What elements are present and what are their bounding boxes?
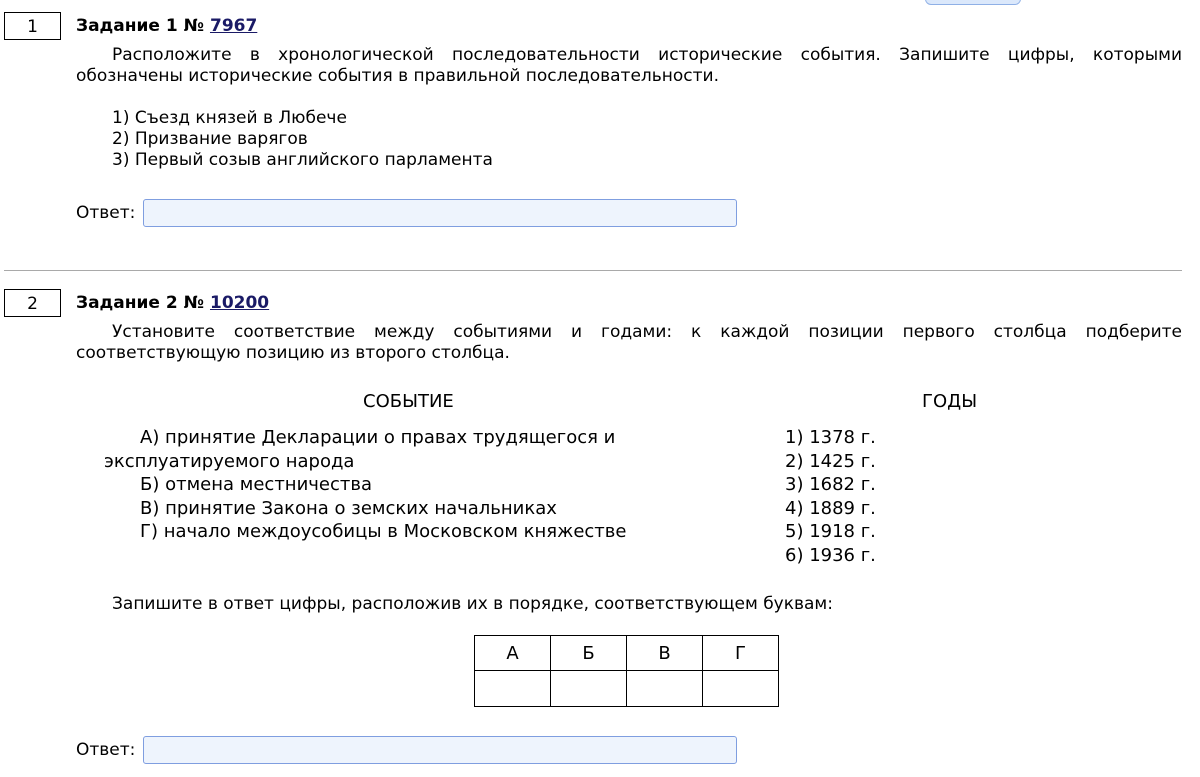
list-item: 5) 1918 г. (785, 521, 876, 542)
list-item: 1) 1378 г. (785, 427, 876, 448)
table-letter-cell: Б (551, 636, 627, 671)
list-item: Б) отмена местничества (140, 474, 372, 495)
table-letter-cell: А (475, 636, 551, 671)
events-list (104, 426, 684, 544)
instruction-text: Запишите в ответ цифры, расположив их в порядке, соответствующем буквам: (112, 594, 833, 614)
task-id-link[interactable]: 7967 (209, 16, 258, 36)
task-text: Установите соответствие между событиями и годами: к каждой позиции первого столбца подберите соответствующую позицию из второго столбца. (76, 322, 1182, 363)
task-items-list (112, 108, 493, 171)
list-item: 6) 1936 г. (785, 544, 876, 566)
list-item: Г) начало междоусобицы в Московском княжестве (140, 521, 627, 542)
table-letter-cell: В (627, 636, 703, 671)
list-item: 4) 1889 г. (785, 497, 876, 519)
table-value-cell (475, 671, 551, 707)
task-number-box: 1 (4, 12, 61, 40)
task-number-box: 2 (4, 289, 61, 317)
table-value-cell (627, 671, 703, 707)
table-value-cell (703, 671, 779, 707)
list-item: В) принятие Закона о земских начальниках (140, 497, 557, 519)
answer-input[interactable] (143, 736, 737, 764)
task-title (76, 293, 269, 313)
list-item: А) принятие Декларации о правах трудящегося и эксплуатируемого народа (104, 427, 616, 472)
table-letter-cell: Г (703, 636, 779, 671)
list-item: 3) 1682 г. (785, 474, 876, 495)
years-column-header: ГОДЫ (922, 391, 978, 412)
divider (4, 270, 1182, 271)
task-title-prefix: Задание 2 № (76, 293, 205, 313)
answer-label: Ответ: (76, 203, 136, 223)
list-item: 2) Призвание варягов (112, 129, 308, 149)
top-button[interactable] (925, 0, 1021, 5)
task-text: Расположите в хронологической последовательности исторические события. Запишите цифры, которыми обозначены исторические события в правильной последовательности. (76, 45, 1182, 86)
answer-label: Ответ: (76, 740, 136, 760)
table-value-cell (551, 671, 627, 707)
task-title-prefix: Задание 1 № (76, 16, 205, 36)
list-item: 3) Первый созыв английского парламента (112, 150, 493, 170)
years-list (785, 426, 876, 567)
answer-input[interactable] (143, 199, 737, 227)
answer-table (474, 635, 779, 707)
list-item: 1) Съезд князей в Любече (112, 108, 347, 128)
list-item: 2) 1425 г. (785, 450, 876, 472)
task-title (76, 16, 257, 36)
events-column-header: СОБЫТИЕ (363, 391, 454, 412)
task-id-link[interactable]: 10200 (209, 293, 270, 313)
